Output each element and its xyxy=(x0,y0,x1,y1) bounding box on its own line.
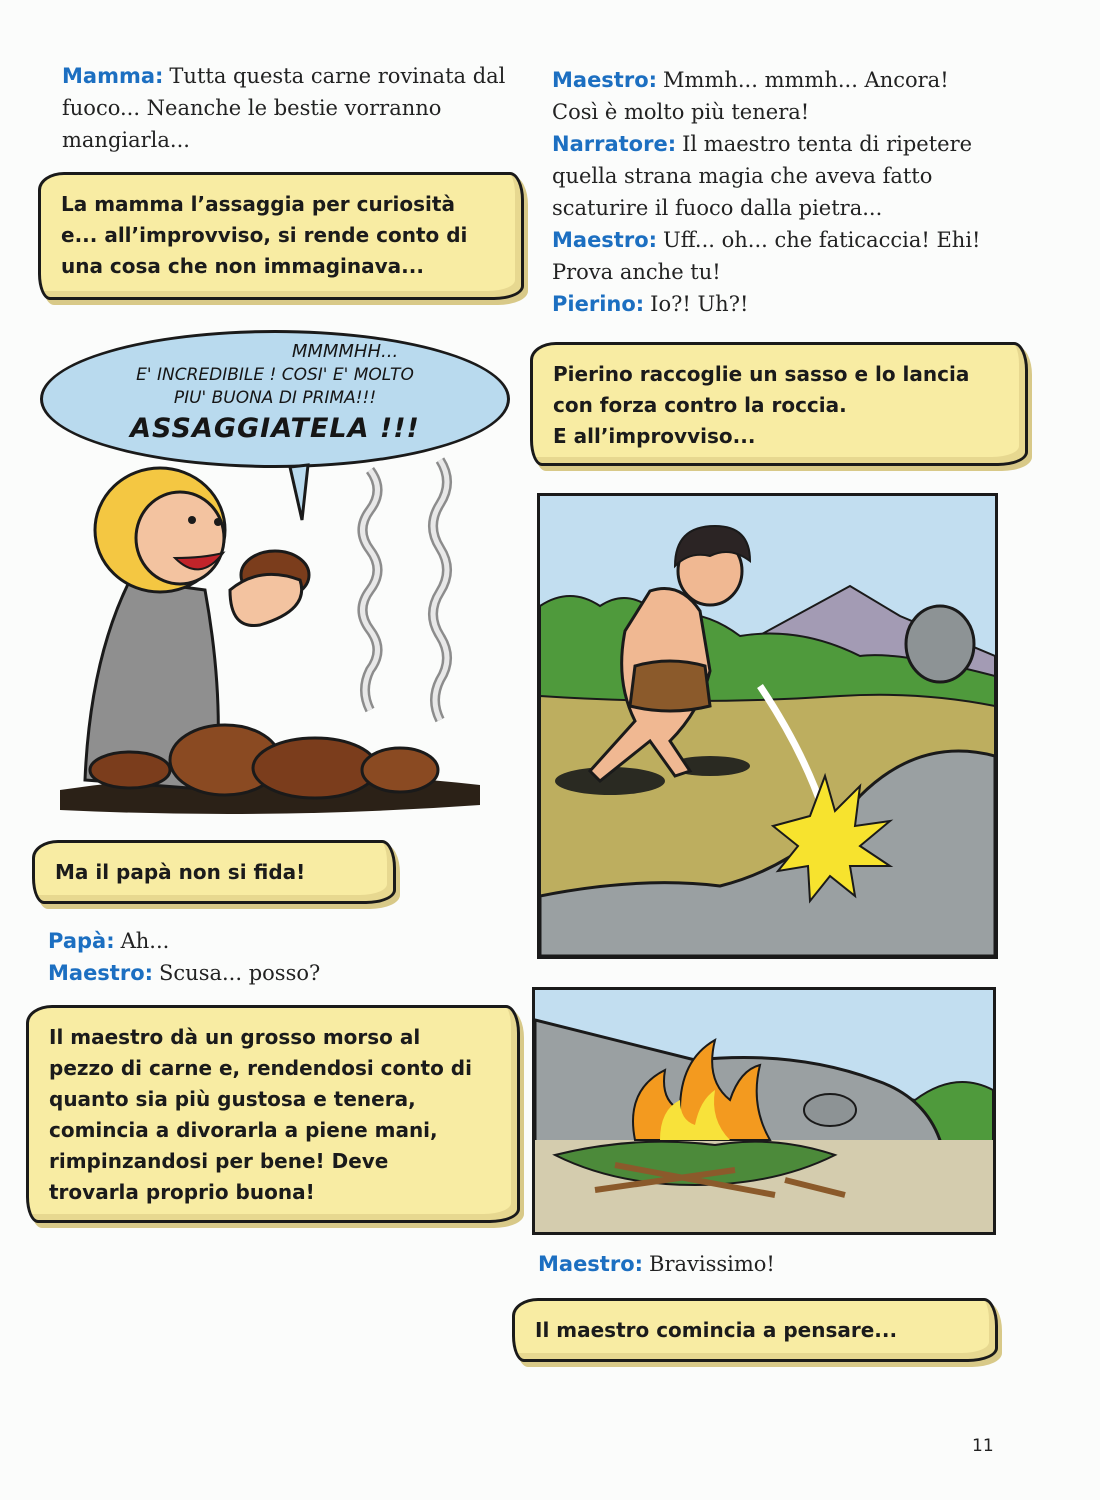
dialog-text: Il maestro tenta di ripetere quella strana magia che aveva fatto scaturire il fuoco dalla pietra... xyxy=(552,132,973,220)
dialog-text: Bravissimo! xyxy=(649,1252,775,1276)
dialog-text: Ah... xyxy=(120,929,170,953)
speaker-label: Maestro: xyxy=(552,228,658,252)
mamma-eye-icon xyxy=(188,516,196,524)
caption-line: Il maestro comincia a pensare... xyxy=(535,1318,898,1342)
dialog-line xyxy=(552,128,982,224)
mamma-hands-icon xyxy=(230,574,302,625)
balloon-line: ASSAGGIATELA !!! xyxy=(130,413,420,444)
balloon-tail xyxy=(290,465,308,520)
pierino-skirt-icon xyxy=(630,661,710,711)
balloon-line: MMMMHH... xyxy=(291,341,399,362)
mamma-illustration xyxy=(40,440,520,840)
dialog-text: Uff... oh... che faticaccia! Ehi! Prova anche tu! xyxy=(552,228,981,284)
speaker-label: Pierino: xyxy=(552,292,645,316)
stone-icon xyxy=(906,606,974,682)
dialog-line xyxy=(538,1248,978,1280)
balloon-line: PIU' BUONA DI PRIMA!!! xyxy=(173,388,377,408)
caption-mamma xyxy=(38,172,524,300)
meat-chunk-icon xyxy=(90,752,170,788)
caption-line: quanto sia più gustosa e tenera, xyxy=(49,1087,416,1111)
caption-pierino xyxy=(530,342,1028,466)
caption-line: Il maestro dà un grosso morso al xyxy=(49,1025,421,1049)
dialog-line xyxy=(552,224,982,288)
meat-chunk-icon xyxy=(362,748,438,792)
caption-pensare xyxy=(512,1298,998,1362)
dialog-bravissimo xyxy=(538,1248,978,1280)
caption-line: Pierino raccoglie un sasso e lo lancia xyxy=(553,362,970,386)
dialog-text: Mmmh... mmmh... Ancora! Così è molto più tenera! xyxy=(552,68,949,124)
caption-line: comincia a divorarla a piene mani, xyxy=(49,1118,438,1142)
caption-line: La mamma l’assaggia per curiosità xyxy=(61,192,455,216)
caption-line: con forza contro la roccia. xyxy=(553,393,847,417)
dialog-text: Tutta questa carne rovinata dal fuoco... Neanche le bestie vorranno mangiarla... xyxy=(62,64,506,152)
balloon-line: E' INCREDIBILE ! COSI' E' MOLTO xyxy=(136,365,414,385)
dialog-line xyxy=(552,288,982,320)
dialog-papa-maestro xyxy=(48,925,508,989)
speaker-label: Maestro: xyxy=(48,961,154,985)
caption-line: pezzo di carne e, rendendosi conto di xyxy=(49,1056,472,1080)
caption-line: e... all’improvviso, si rende conto di xyxy=(61,223,468,247)
dialog-line xyxy=(48,925,508,957)
dialog-text: Scusa... posso? xyxy=(159,961,321,985)
caption-line: una cosa che non immaginava... xyxy=(61,254,424,278)
page-number: 11 xyxy=(972,1436,994,1456)
caption-papa xyxy=(32,840,396,904)
dialog-text: Io?! Uh?! xyxy=(650,292,749,316)
fire-scene xyxy=(535,990,993,1232)
speaker-label: Maestro: xyxy=(552,68,658,92)
mamma-face-icon xyxy=(136,492,224,584)
dialog-line xyxy=(48,957,508,989)
speaker-label: Papà: xyxy=(48,929,115,953)
meat-chunk-icon xyxy=(253,738,377,798)
dialog-mamma xyxy=(62,60,512,156)
caption-maestro xyxy=(26,1005,520,1223)
stone-icon xyxy=(804,1094,856,1126)
speaker-label: Mamma: xyxy=(62,64,164,88)
mamma-eye-icon xyxy=(214,518,222,526)
caption-line: rimpinzandosi per bene! Deve xyxy=(49,1149,389,1173)
speaker-label: Maestro: xyxy=(538,1252,644,1276)
caption-line: Ma il papà non si fida! xyxy=(55,860,306,884)
caption-line: trovarla proprio buona! xyxy=(49,1180,315,1204)
dialog-right xyxy=(552,64,982,320)
panel-pierino-throw xyxy=(537,493,998,959)
caption-line: E all’improvviso... xyxy=(553,424,756,448)
pierino-throw-scene xyxy=(540,496,995,956)
dialog-line xyxy=(62,60,512,156)
speaker-label: Narratore: xyxy=(552,132,677,156)
dialog-line xyxy=(552,64,982,128)
panel-fire xyxy=(532,987,996,1235)
